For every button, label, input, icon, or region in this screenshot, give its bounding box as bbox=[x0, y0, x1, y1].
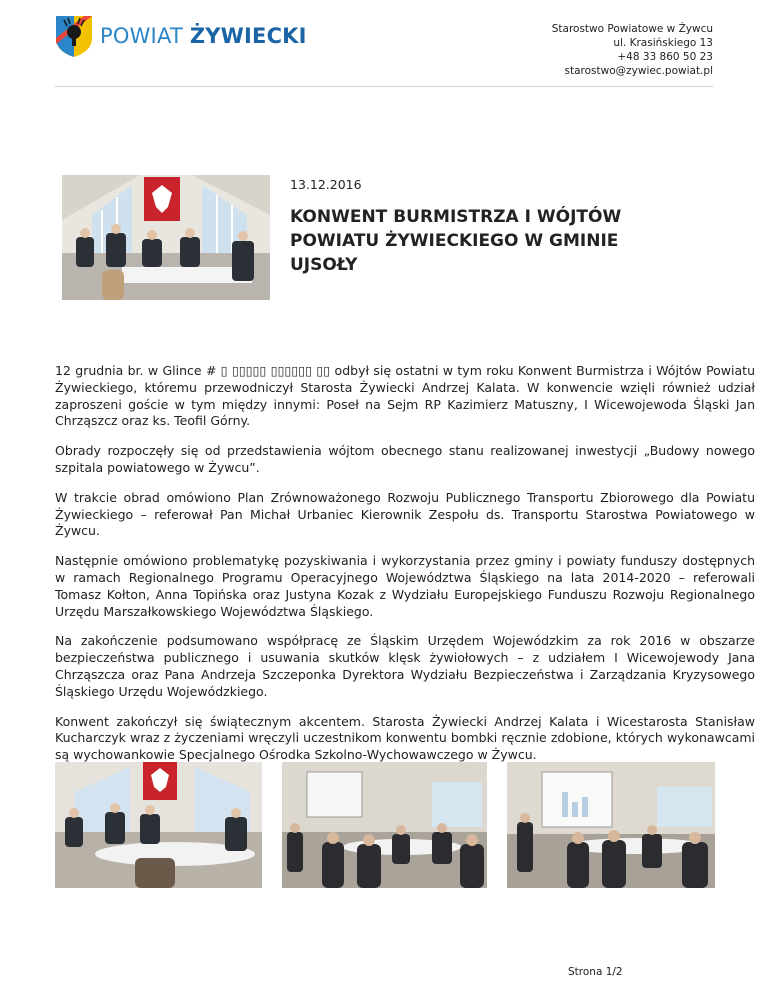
contact-block bbox=[552, 22, 713, 78]
contact-phone: +48 33 860 50 23 bbox=[617, 51, 713, 63]
coat-of-arms-icon bbox=[54, 14, 94, 58]
logo-text-zywiecki: ŻYWIECKI bbox=[189, 24, 307, 48]
article-paragraph: Obrady rozpoczęły się od przedstawienia wójtom obecnego stanu realizowanej inwestycji „Budowy nowego szpitala powiatowego w Żywcu”. bbox=[55, 443, 755, 475]
header-divider bbox=[55, 86, 713, 87]
contact-address: ul. Krasińskiego 13 bbox=[613, 37, 713, 49]
article-paragraph: Konwent zakończył się świątecznym akcentem. Starosta Żywiecki Andrzej Kalata i Wicestarosta Stanisław Kucharczyk wraz z życzeniami wręczyli uczestnikom konwentu bombki ręcznie zdobione, których wykonawcami są wychowankowie Specjalnego Ośrodka Szkolno-Wychowawczego w Żywcu. bbox=[55, 713, 755, 763]
page-number: Strona 1/2 bbox=[568, 966, 623, 978]
article-title: KONWENT BURMISTRZA I WÓJTÓW POWIATU ŻYWIECKIEGO W GMINIE UJSOŁY bbox=[290, 207, 622, 275]
gallery-photo-3[interactable] bbox=[507, 762, 715, 888]
article-paragraph: W trakcie obrad omówiono Plan Zrównoważonego Rozwoju Publicznego Transportu Zbiorowego dla Powiatu Żywieckiego – referował Pan Michał Urbaniec Kierownik Zespołu ds. Transportu Starostwa Powiatowego w Żywcu. bbox=[55, 489, 755, 539]
gallery-photo-2[interactable] bbox=[282, 762, 487, 888]
article-paragraph: Na zakończenie podsumowano współpracę ze Śląskim Urzędem Wojewódzkim za rok 2016 w obszarze bezpieczeństwa publicznego i usuwania skutków klęsk żywiołowych – z udziałem I Wicewojewody Jana Chrząszcza oraz Pana Andrzeja Szczeponka Dyrektora Wydziału Bezpieczeństwa i Zarządzania Kryzysowego Śląskiego Urzędu Wojewódzkiego. bbox=[55, 633, 755, 699]
article-body bbox=[55, 363, 755, 777]
contact-email[interactable]: starostwo@zywiec.powiat.pl bbox=[564, 65, 713, 77]
contact-office: Starostwo Powiatowe w Żywcu bbox=[551, 23, 713, 35]
article-main-photo bbox=[62, 175, 270, 300]
logo-text-powiat: POWIAT bbox=[100, 24, 183, 48]
article-paragraph: 12 grudnia br. w Glince # ▯ ▯▯▯▯▯ ▯▯▯▯▯▯ ▯▯ odbył się ostatni w tym roku Konwent Burmistrza i Wójtów Powiatu Żywieckiego, któremu przewodniczył Starosta Żywiecki Andrzej Kalata. W konwencie wzięli również udział zaproszeni goście w tym między innymi: Poseł na Sejm RP Kazimierz Matuszny, I Wicewojewoda Śląski Jan Chrząszcz oraz ks. Teofil Górny. bbox=[55, 363, 755, 429]
photo-gallery bbox=[55, 762, 715, 888]
gallery-photo-1[interactable] bbox=[55, 762, 262, 888]
powiat-logo[interactable] bbox=[54, 14, 307, 58]
article-paragraph: Następnie omówiono problematykę pozyskiwania i wykorzystania przez gminy i powiaty funduszy dostępnych w ramach Regionalnego Programu Operacyjnego Województwa Śląskiego na lata 2014-2020 – referowali Tomasz Kołton, Anna Topińska oraz Justyna Kozak z Wydziału Europejskiego Funduszu Rozwoju Regionalnego Urzędu Marszałkowskiego Województwa Śląskiego. bbox=[55, 553, 755, 619]
page-header bbox=[0, 0, 768, 90]
article-date: 13.12.2016 bbox=[290, 177, 362, 192]
